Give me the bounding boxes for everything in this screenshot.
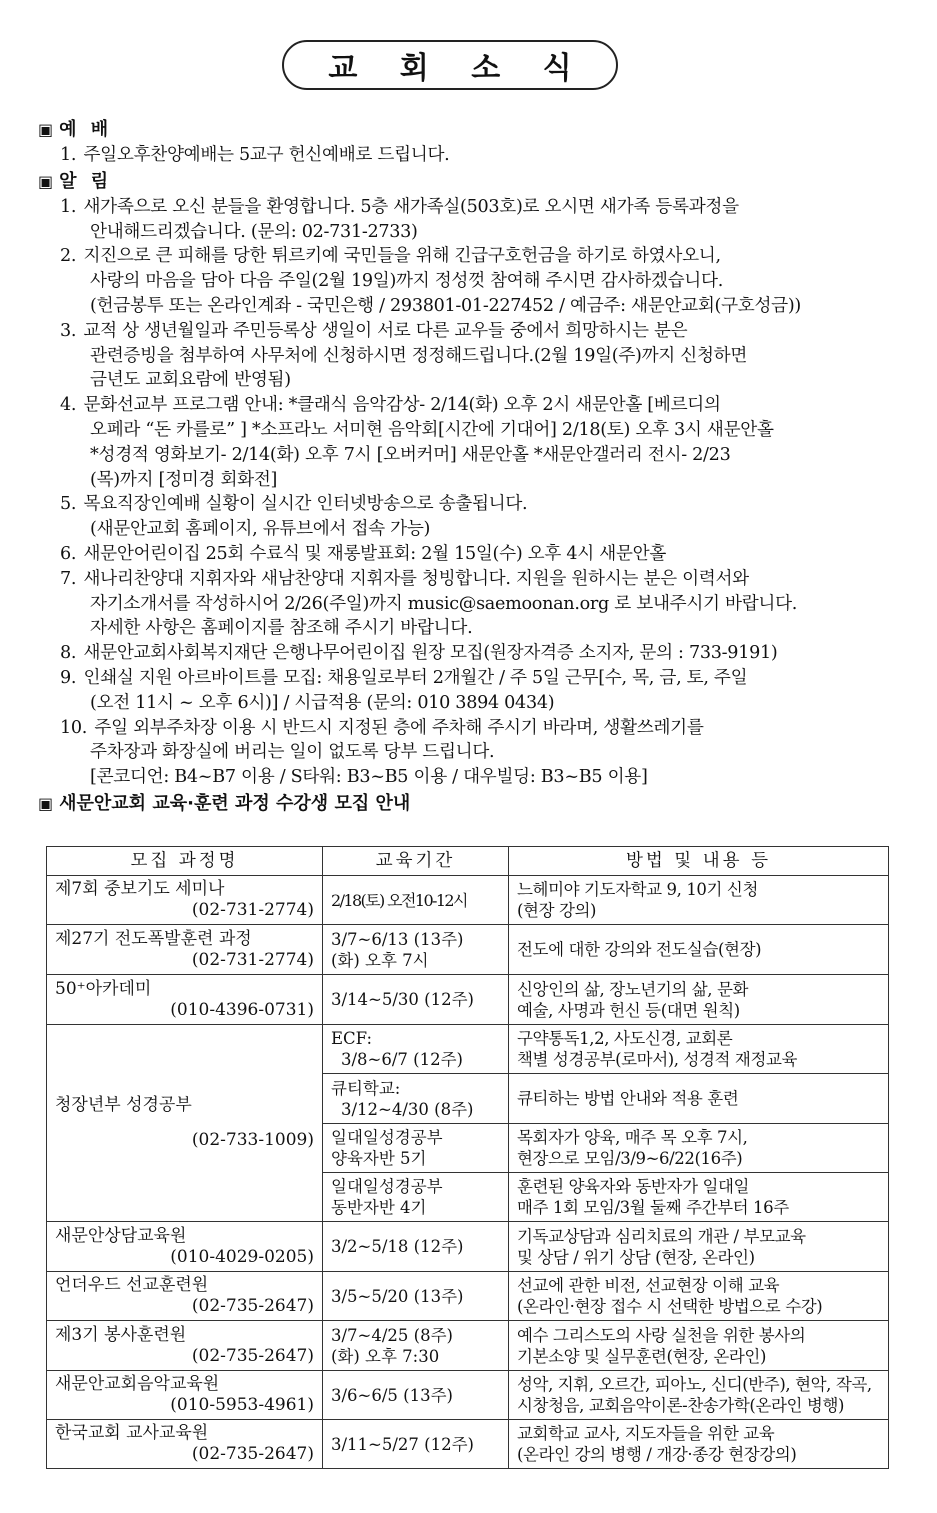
- period-line: ECF:: [331, 1029, 373, 1048]
- column-header-course: 모집 과정명: [47, 847, 323, 876]
- method-line: 선교에 관한 비전, 선교현장 이해 교육: [517, 1276, 780, 1295]
- period-cell: [323, 975, 509, 1025]
- period-line: 3/7~4/25 (8주): [331, 1325, 453, 1345]
- list-item-text: 금년도 교회요람에 반영됨): [90, 370, 291, 391]
- list-item-line: [90, 740, 898, 765]
- list-item-text: 목요직장인예배 실황이 실시간 인터넷방송으로 송출됩니다.: [83, 494, 528, 515]
- period-line: (화) 오후 7:30: [331, 1346, 440, 1366]
- list-item-number: 9.: [60, 667, 77, 688]
- course-name-cell: [47, 925, 323, 975]
- table-header-row: [47, 847, 889, 876]
- list-item-number: 3.: [60, 320, 77, 341]
- list-item: [38, 143, 898, 168]
- list-item-line: [60, 244, 898, 269]
- course-phone: (02-735-2647): [191, 1296, 314, 1316]
- course-name: 제27기 전도폭발훈련 과정: [55, 928, 252, 949]
- course-name: 언더우드 선교훈련원: [55, 1275, 209, 1295]
- method-line: (온라인·현장 접수 시 선택한 방법으로 수강): [517, 1297, 823, 1316]
- course-phone: (02-733-1009): [191, 1130, 314, 1150]
- method-cell: [509, 1272, 889, 1321]
- list-item-text: 자기소개서를 작성하시어 2/26(주일)까지 music@saemoonan.org 로 보내주시기 바랍니다.: [90, 593, 798, 614]
- method-line: 예수 그리스도의 사랑 실천을 위한 봉사의: [517, 1325, 806, 1345]
- section-heading-worship: [38, 116, 898, 143]
- worship-list: [38, 143, 898, 168]
- list-item: [38, 666, 898, 716]
- list-item-line: [90, 269, 898, 294]
- church-news-content: [38, 116, 898, 817]
- list-item: [38, 195, 898, 245]
- method-line: 구약통독1,2, 사도신경, 교회론: [517, 1029, 733, 1048]
- list-item-text: 주일 외부주차장 이용 시 반드시 지정된 층에 주차해 주시기 바라며, 생활쓰레기를: [94, 717, 704, 738]
- period-cell: [323, 1371, 509, 1420]
- list-item-text: 관련증빙을 첨부하여 사무처에 신청하시면 정정해드립니다.(2월 19일(주)까지 신청하면: [90, 345, 748, 366]
- course-name: 한국교회 교사교육원: [55, 1423, 209, 1443]
- method-cell: [509, 1173, 889, 1222]
- list-item-text: 안내해드리겠습니다. (문의: 02-731-2733): [90, 221, 418, 242]
- list-item-text: 주일오후찬양예배는 5교구 헌신예배로 드립니다.: [83, 145, 450, 165]
- period-cell: [323, 1321, 509, 1371]
- method-cell: [509, 1321, 889, 1371]
- course-phone: (010-4396-0731): [170, 999, 314, 1020]
- list-item-text: 사랑의 마음을 담아 다음 주일(2월 19일)까지 정성껏 참여해 주시면 감사하겠습니다.: [90, 271, 723, 292]
- course-name-cell: [47, 876, 323, 925]
- list-item-number: 1.: [60, 196, 77, 217]
- method-line: 기본소양 및 실무훈련(현장, 온라인): [517, 1346, 767, 1366]
- method-cell: [509, 1222, 889, 1272]
- course-name-cell: [47, 1272, 323, 1321]
- list-item: [38, 244, 898, 318]
- period-line: 2/18(토) 오전10-12시: [331, 890, 467, 910]
- list-item-line: [60, 143, 898, 168]
- list-item-line: [90, 616, 898, 641]
- course-name: 제7회 중보기도 세미나: [55, 879, 225, 899]
- list-item-text: 새문안교회사회복지재단 은행나무어린이집 원장 모집(원장자격증 소지자, 문의 : 733-9191): [83, 643, 778, 664]
- list-item-text: 오페라 “돈 카를로” ] *소프라노 서미현 음악회[시간에 기대어] 2/18(토) 오후 3시 새문안홀: [90, 419, 774, 440]
- list-item: [38, 641, 898, 666]
- method-line: 교회학교 교사, 지도자들을 위한 교육: [517, 1424, 775, 1443]
- section-heading-label: 알 림: [59, 170, 113, 192]
- method-cell: [509, 1124, 889, 1173]
- square-bullet-icon: ▣: [38, 120, 54, 139]
- method-line: 시창청음, 교회음악이론-찬송가학(온라인 병행): [517, 1396, 845, 1415]
- period-line: 3/14~5/30 (12주): [331, 990, 474, 1009]
- list-item-line: [90, 517, 898, 542]
- method-line: 훈련된 양육자와 동반자가 일대일: [517, 1177, 750, 1196]
- page-title: 교 회 소 식: [282, 40, 618, 90]
- list-item-line: [60, 393, 898, 418]
- square-bullet-icon: ▣: [38, 793, 54, 813]
- list-item-line: [60, 542, 898, 567]
- list-item-text: (새문안교회 홈페이지, 유튜브에서 접속 가능): [90, 519, 431, 540]
- list-item-line: [60, 641, 898, 666]
- period-cell: [323, 876, 509, 925]
- period-line: 일대일성경공부: [331, 1128, 443, 1147]
- method-line: 느헤미야 기도자학교 9, 10기 신청: [517, 880, 758, 899]
- method-line: 및 상담 / 위기 상담 (현장, 온라인): [517, 1247, 755, 1267]
- list-item-line: [90, 443, 898, 468]
- course-phone: (02-735-2647): [191, 1444, 314, 1464]
- table-row: [47, 975, 889, 1025]
- education-table: [46, 846, 889, 1469]
- list-item-number: 8.: [60, 643, 77, 664]
- method-cell: [509, 1371, 889, 1420]
- period-line: 양육자반 5기: [331, 1149, 427, 1168]
- list-item-number: 4.: [60, 395, 77, 416]
- method-line: 전도에 대한 강의와 전도실습(현장): [517, 940, 762, 959]
- period-line: 3/8~6/7 (12주): [341, 1050, 463, 1069]
- course-name: 제3기 봉사훈련원: [55, 1324, 187, 1345]
- list-item-text: 새문안어린이집 25회 수료식 및 재롱발표회: 2월 15일(수) 오후 4시 새문안홀: [83, 543, 667, 564]
- method-cell: [509, 876, 889, 925]
- period-line: 동반자반 4기: [331, 1198, 427, 1217]
- list-item-line: [60, 666, 898, 691]
- course-name: 50⁺아카데미: [55, 978, 152, 999]
- method-line: 현장으로 모임/3/9~6/22(16주): [517, 1149, 743, 1168]
- table-row: [47, 1272, 889, 1321]
- method-cell: [509, 1420, 889, 1469]
- method-line: 목회자가 양육, 매주 목 오후 7시,: [517, 1128, 748, 1147]
- period-line: 일대일성경공부: [331, 1177, 443, 1196]
- list-item-number: 10.: [60, 717, 88, 738]
- period-cell: [323, 1124, 509, 1173]
- course-name: 새문안교회음악교육원: [55, 1374, 220, 1394]
- period-line: 3/7~6/13 (13주): [331, 929, 464, 949]
- method-line: (현장 강의): [517, 901, 597, 920]
- table-row: [47, 1371, 889, 1420]
- list-item-line: [90, 468, 898, 493]
- list-item-text: *성경적 영화보기- 2/14(화) 오후 7시 [오버커머] 새문안홀 *새문안갤러리 전시- 2/23: [90, 444, 731, 465]
- period-cell: [323, 1074, 509, 1124]
- column-header-method: 방법 및 내용 등: [509, 847, 889, 876]
- list-item-text: 문화선교부 프로그램 안내: *클래식 음악감상- 2/14(화) 오후 2시 새문안홀 [베르디의: [83, 395, 721, 416]
- list-item: [38, 567, 898, 641]
- method-line: 성악, 지휘, 오르간, 피아노, 신디(반주), 현악, 작곡,: [517, 1375, 872, 1394]
- method-cell: [509, 1025, 889, 1074]
- period-line: (화) 오후 7시: [331, 950, 429, 970]
- list-item-line: [60, 716, 898, 741]
- method-line: 신앙인의 삶, 장노년기의 삶, 문화: [517, 979, 749, 999]
- list-item-text: (목)까지 [정미경 회화전]: [90, 469, 278, 490]
- list-item: [38, 393, 898, 492]
- square-bullet-icon: ▣: [38, 171, 54, 191]
- list-item-line: [60, 567, 898, 592]
- period-line: 3/2~5/18 (12주): [331, 1237, 464, 1256]
- list-item-text: 새가족으로 오신 분들을 환영합니다. 5층 새가족실(503호)로 오시면 새가족 등록과정을: [83, 196, 739, 217]
- course-phone: (010-5953-4961): [170, 1395, 314, 1415]
- list-item-line: [90, 418, 898, 443]
- course-name: 청장년부 성경공부: [55, 1095, 192, 1115]
- period-line: 3/11~5/27 (12주): [331, 1434, 474, 1454]
- table-row: [47, 1025, 889, 1074]
- course-name-cell: [47, 1321, 323, 1371]
- section-heading-label: 예 배: [59, 119, 113, 140]
- table-row: [47, 1420, 889, 1469]
- list-item-line: [60, 195, 898, 220]
- column-header-period: 교육기간: [323, 847, 509, 876]
- period-line: 3/12~4/30 (8주): [341, 1099, 474, 1119]
- course-name-cell: [47, 1222, 323, 1272]
- spacer: [55, 1116, 314, 1130]
- list-item-text: 자세한 사항은 홈페이지를 참조해 주시기 바랍니다.: [90, 618, 473, 639]
- list-item-text: 교적 상 생년월일과 주민등록상 생일이 서로 다른 교우들 중에서 희망하시는 분은: [83, 320, 688, 341]
- method-line: 큐티하는 방법 안내와 적용 훈련: [517, 1089, 739, 1108]
- course-name-cell: [47, 1420, 323, 1469]
- method-line: 기독교상담과 심리치료의 개관 / 부모교육: [517, 1226, 806, 1246]
- method-cell: [509, 1074, 889, 1124]
- course-name-cell: [47, 975, 323, 1025]
- method-line: 매주 1회 모임/3월 둘째 주간부터 16주: [517, 1198, 789, 1217]
- list-item-number: 2.: [60, 246, 77, 267]
- list-item-number: 5.: [60, 494, 77, 515]
- course-phone: (02-731-2774): [191, 949, 314, 970]
- table-row: [47, 1222, 889, 1272]
- method-cell: [509, 975, 889, 1025]
- list-item: [38, 319, 898, 393]
- table-row: [47, 876, 889, 925]
- list-item-text: (헌금봉투 또는 온라인계좌 - 국민은행 / 293801-01-227452 / 예금주: 새문안교회(구호성금)): [90, 295, 802, 316]
- course-name: 새문안상담교육원: [55, 1225, 187, 1246]
- notice-list: [38, 195, 898, 790]
- list-item: [38, 716, 898, 790]
- course-name-cell: [47, 1371, 323, 1420]
- period-cell: [323, 1222, 509, 1272]
- method-line: 책별 성경공부(로마서), 성경적 재정교육: [517, 1050, 798, 1069]
- list-item-text: 지진으로 큰 피해를 당한 튀르키예 국민들을 위해 긴급구호헌금을 하기로 하였사오니,: [83, 246, 721, 267]
- section-heading-label: 새문안교회 교육·훈련 과정 수강생 모집 안내: [59, 792, 411, 814]
- list-item-text: 인쇄실 지원 아르바이트를 모집: 채용일로부터 2개월간 / 주 5일 근무[수, 목, 금, 토, 주일: [83, 667, 748, 688]
- list-item-line: [90, 691, 898, 716]
- section-heading-notices: [38, 168, 898, 195]
- list-item-line: [90, 344, 898, 369]
- table-row: [47, 1321, 889, 1371]
- list-item-line: [90, 220, 898, 245]
- section-heading-education: [38, 790, 898, 817]
- list-item-line: [90, 294, 898, 319]
- period-cell: [323, 1173, 509, 1222]
- list-item-text: 새나리찬양대 지휘자와 새남찬양대 지휘자를 청빙합니다. 지원을 원하시는 분은 이력서와: [83, 568, 749, 589]
- period-line: 3/6~6/5 (13주): [331, 1385, 453, 1405]
- course-phone: (010-4029-0205): [170, 1246, 314, 1267]
- list-item: [38, 492, 898, 542]
- table-row: [47, 925, 889, 975]
- period-cell: [323, 1025, 509, 1074]
- course-name-cell: [47, 1025, 323, 1222]
- list-item-text: [콘코디언: B4~B7 이용 / S타워: B3~B5 이용 / 대우빌딩: B3~B5 이용]: [90, 767, 648, 788]
- method-line: 예술, 사명과 헌신 등(대면 원칙): [517, 1000, 740, 1020]
- list-item-line: [60, 319, 898, 344]
- list-item: [38, 542, 898, 567]
- method-line: (온라인 강의 병행 / 개강·종강 현장강의): [517, 1445, 797, 1464]
- period-cell: [323, 1420, 509, 1469]
- method-cell: [509, 925, 889, 975]
- period-line: 3/5~5/20 (13주): [331, 1286, 464, 1306]
- list-item-line: [60, 492, 898, 517]
- list-item-text: (오전 11시 ~ 오후 6시)] / 시급적용 (문의: 010 3894 0434): [90, 692, 555, 713]
- list-item-text: 주차장과 화장실에 버리는 일이 없도록 당부 드립니다.: [90, 742, 495, 763]
- list-item-number: 1.: [60, 145, 77, 165]
- period-cell: [323, 1272, 509, 1321]
- course-phone: (02-731-2774): [191, 900, 314, 920]
- list-item-line: [90, 368, 898, 393]
- list-item-line: [90, 765, 898, 790]
- course-phone: (02-735-2647): [191, 1345, 314, 1366]
- list-item-number: 6.: [60, 543, 77, 564]
- list-item-number: 7.: [60, 568, 77, 589]
- period-cell: [323, 925, 509, 975]
- list-item-line: [90, 592, 898, 617]
- period-line: 큐티학교:: [331, 1078, 401, 1098]
